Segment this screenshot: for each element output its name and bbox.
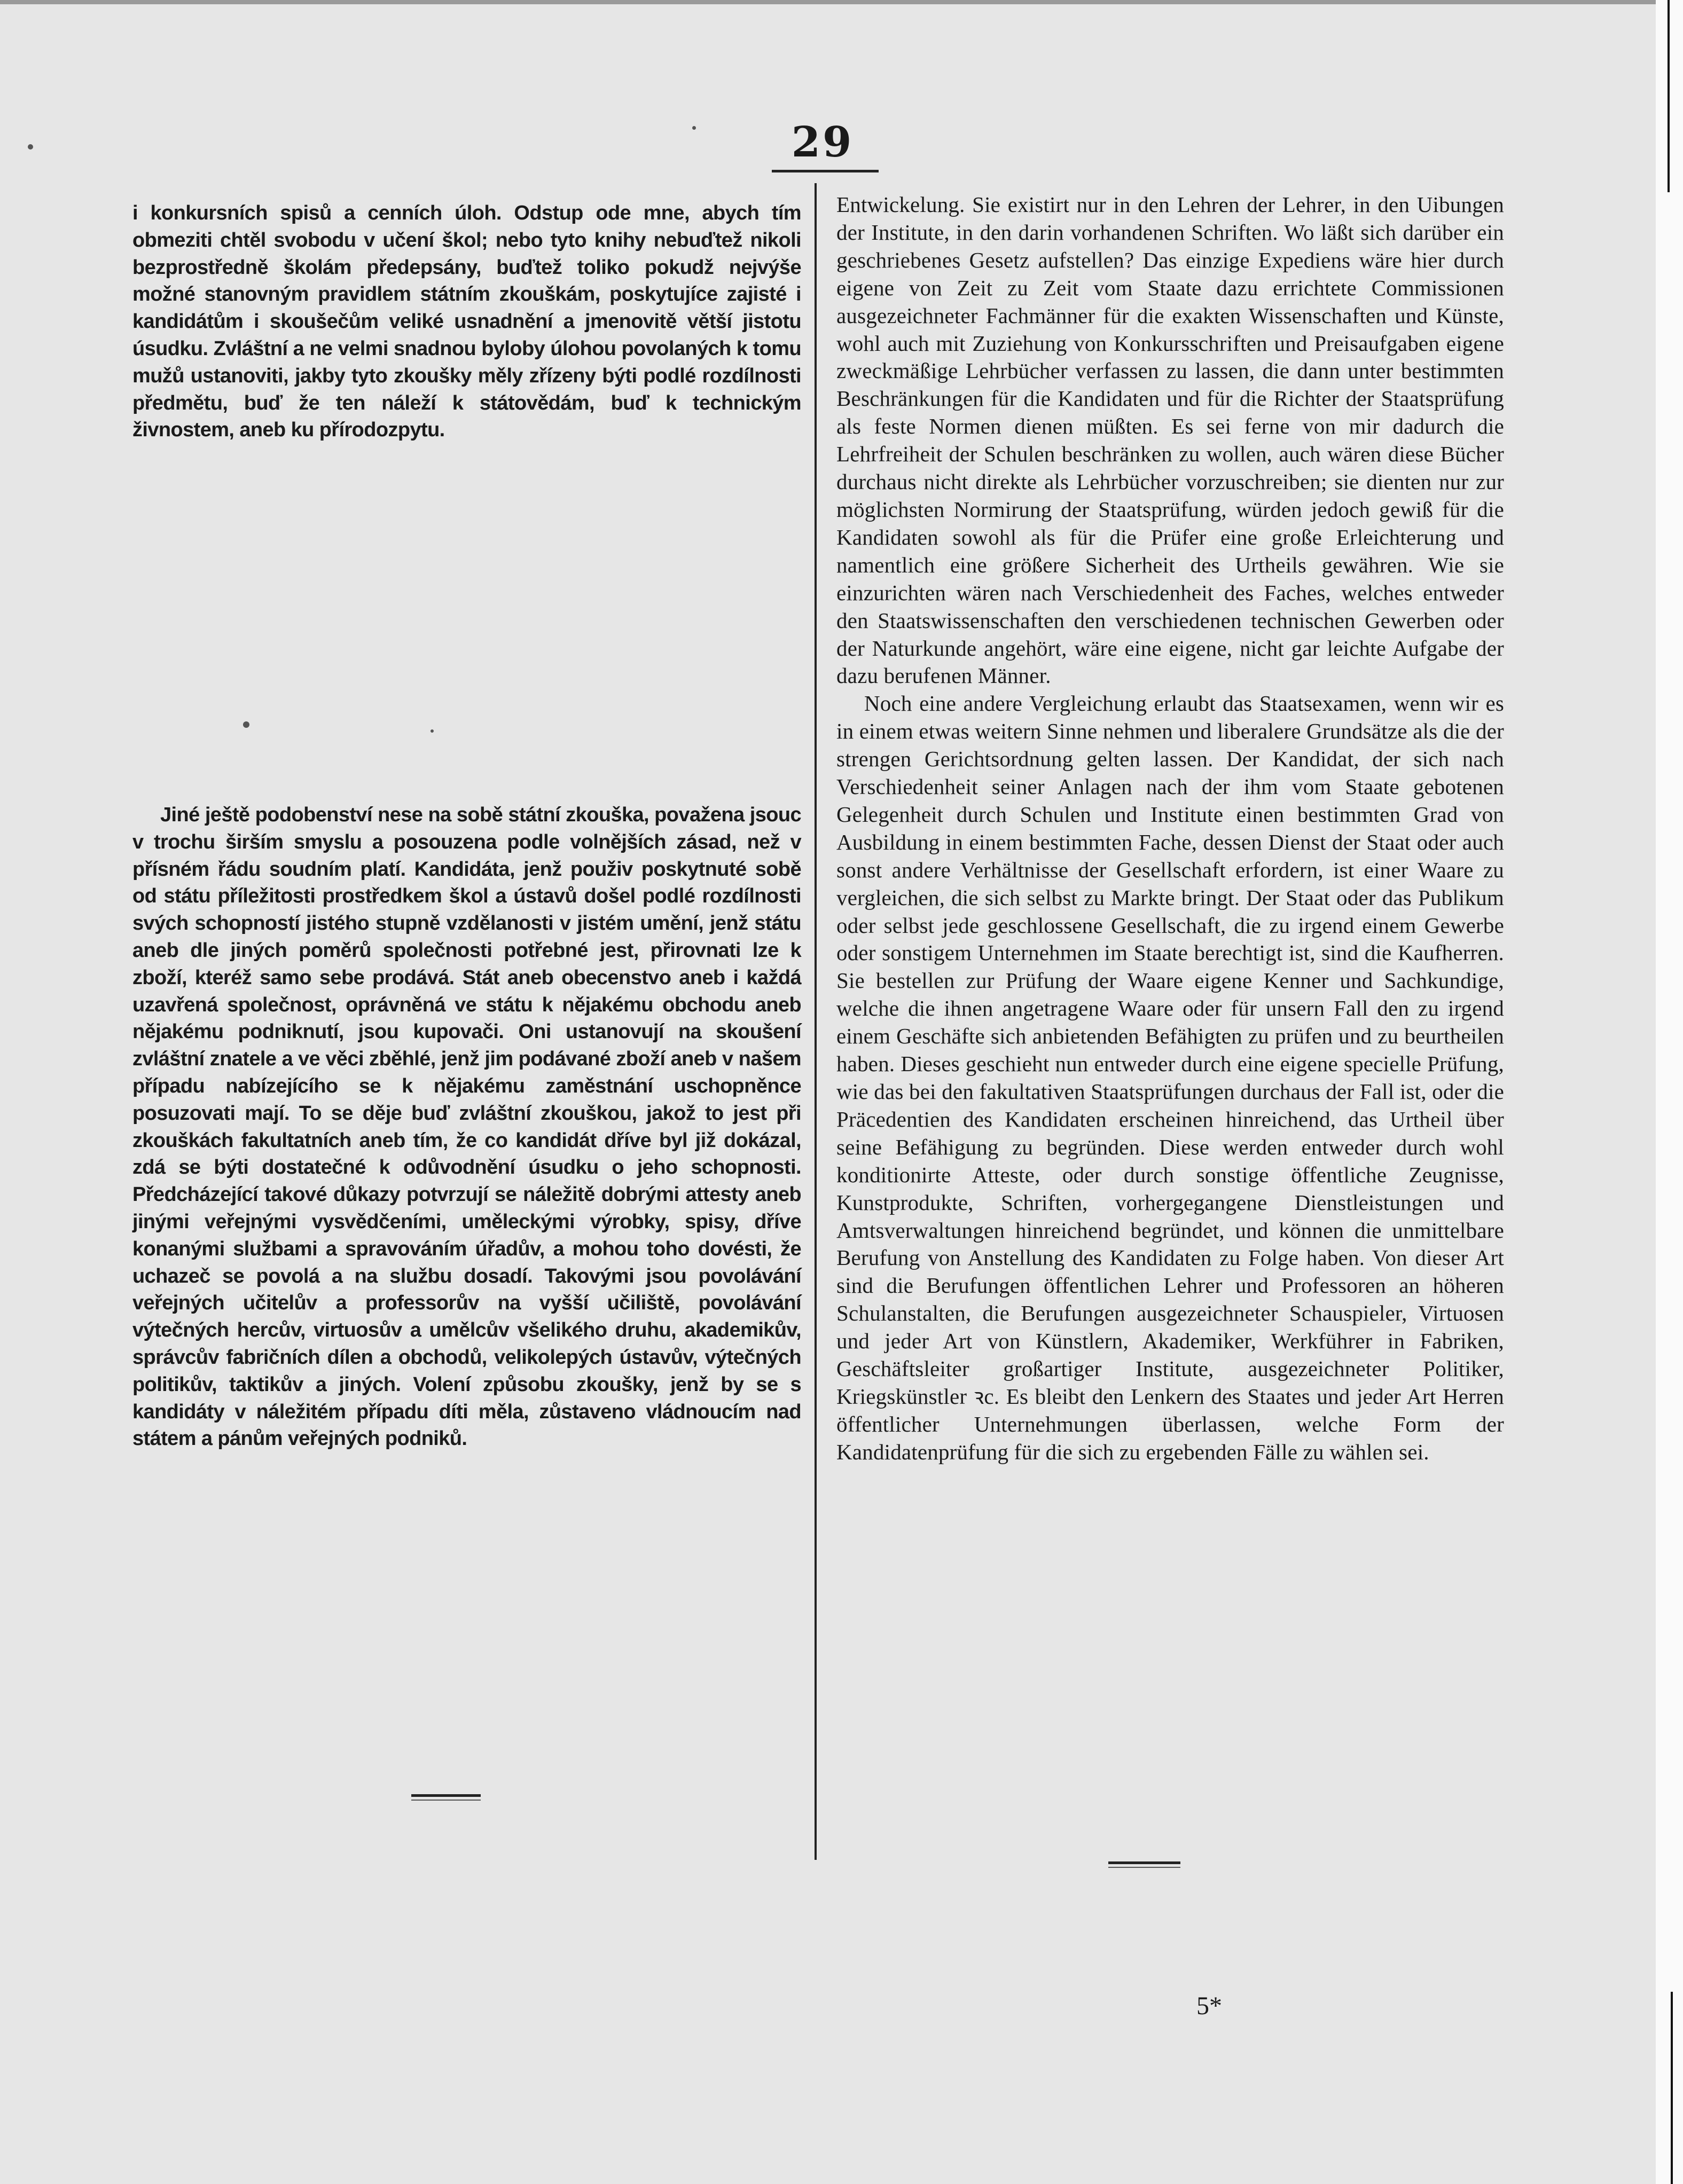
left-column-bottom xyxy=(132,802,801,1452)
scan-edge xyxy=(1656,0,1683,2184)
column-divider xyxy=(815,183,817,1860)
right-end-rule xyxy=(1108,1861,1180,1864)
left-paragraph-2: Jiné ještě podobenství nese na sobě státní zkouška, považena jsouc v trochu širším smyslu a posouzena podle volnějších zásad, než v přísném řádu soudním platí. Kandidáta, jenž použiv poskytnuté sobě od státu příležitosti prostředkem škol a ústavů došel podlé rozdílnosti svých schopností jistého stupně vzdělanosti v jistém umění, jenž státu aneb dle jiných poměrů společnosti potřebné jest, přirovnati lze k zboží, kteréž samo sebe prodává. Stát aneb obecenstvo aneb i každá uzavřená společnost, oprávněná ve státu k nějakému obchodu aneb nějakému podniknutí, jsou kupovači. Oni ustanovují na skoušení zvláštní znatele a ve věci zběhlé, jenž jim podávané zboží aneb v našem případu nabízejícího se k nějakému zaměstnání uschopněnce posuzovati mají. To se děje buď zvláštní zkouškou, jakož to jest při zkouškách fakultatních aneb tím, že co kandidát dříve byl již dokázal, zdá se býti dostatečné k odůvodnění úsudku o jeho schopnosti. Předcházející takové důkazy potvrzují se náležitě dobrými attesty aneb jinými veřejnými vysvědčeními, uměleckými výrobky, spisy, dříve konanými službami a spravováním úřadův, a mohou toho dovésti, že uchazeč se povolá a na službu dosadí. Takovými jsou povolávání veřejných učitelův a professorův na vyšší učiliště, povolávání výtečných hercův, virtuosův a umělcův všelikého druhu, akademikův, správcův fabričních dílen a obchodů, velikolepých ústavův, výtečných politikův, taktikův a jiných. Volení způsobu zkoušky, jenž by se s kandidáty v náležitém případu díti měla, zůstaveno vládnoucím nad státem a pánům veřejných podniků. xyxy=(132,804,801,1450)
left-column-top xyxy=(132,200,801,444)
page-number: 29 xyxy=(791,118,854,167)
right-paragraph-2: Noch eine andere Vergleichung erlaubt das Staatsexamen, wenn wir es in einem etwas weitern Sinne nehmen und liberalere Grundsätze als die der strengen Gerichtsordnung gelten lassen. Der Kandidat, der sich nach Verschiedenheit seiner Anlagen nach der ihm vom Staate gebotenen Gelegenheit durch Schulen und Institute einen bestimmten Grad von Ausbildung in einem bestimmten Fache, dessen Dienst der Staat oder auch sonst andere Verhältnisse der Gesellschaft erfordern, ist einer Waare zu vergleichen, die sich selbst zu Markte bringt. Der Staat oder das Publikum oder selbst jede geschlossene Gesellschaft, die zu irgend einem Gewerbe oder sonstigem Unternehmen im Staate berechtigt ist, sind die Kaufherren. Sie bestellen zur Prüfung der Waare eigene Kenner und Sachkundige, welche die ihnen angetragene Waare oder für unsern Fall den zu irgend einem Geschäfte sich anbietenden Befähigten zu prüfen und zu beurtheilen haben. Dieses geschieht nun entweder durch eine eigene specielle Prüfung, wie das bei den fakultativen Staatsprüfungen durchaus der Fall ist, oder die Präcedentien des Kandidaten erscheinen hinreichend, das Urtheil über seine Befähigung zu begründen. Diese werden entweder durch wohl konditionirte Atteste, oder durch sonstige öffentliche Zeugnisse, Kunstprodukte, Schriften, vorhergegangene Dienstleistungen und Amtsverwaltungen hinreichend begründet, und können die unmittelbare Berufung von Anstellung des Kandidaten zu Folge haben. Von dieser Art sind die Berufungen öffentlichen Lehrer und Professoren an höheren Schulanstalten, die Berufungen ausgezeichneter Schauspieler, Virtuosen und jeder Art von Künstlern, Akademiker, Werkführer in Fabriken, Geschäftsleiter großartiger Institute, ausgezeichneter Politiker, Kriegskünstler ꝛc. Es bleibt den Lenkern des Staates und jeder Art Herren öffentlicher Unternehmungen überlassen, welche Form der Kandidatenprüfung für die sich zu ergebenden Fälle zu wählen sei. xyxy=(836,691,1504,1464)
scan-speck xyxy=(430,729,434,733)
scan-speck xyxy=(243,721,249,728)
scan-speck xyxy=(692,126,696,130)
signature-mark: 5* xyxy=(1196,1992,1222,2020)
scan-edge-line-top xyxy=(1668,0,1670,192)
scan-speck xyxy=(28,144,33,150)
scan-edge-line-bottom xyxy=(1671,1992,1673,2184)
right-paragraph-1: Entwickelung. Sie existirt nur in den Lehren der Lehrer, in den Uibungen der Institute, in den darin vorhandenen Schriften. Wo läßt sich darüber ein geschriebenes Gesetz aufstellen? Das einzige Expediens wäre hier durch eigene von Zeit zu Zeit vom Staate dazu errichtete Commissionen ausgezeichneter Fachmänner für die exakten Wissenschaften und Künste, wohl auch mit Zuziehung von Konkursschriften und Preisaufgaben eigene zweckmäßige Lehrbücher verfassen zu lassen, die dann unter bestimmten Beschränkungen für die Kandidaten und für die Richter der Staatsprüfung als feste Normen dienen müßten. Es sei ferne von mir dadurch die Lehrfreiheit der Schulen beschränken zu wollen, auch wären diese Bücher durchaus nicht direkte als Lehrbücher vorzuschreiben; sie dienten nur zur möglichsten Normirung der Staatsprüfung, würden jedoch gewiß für die Kandidaten sowohl als für die Prüfer eine große Erleichterung und namentlich eine größere Sicherheit des Urtheils gewähren. Wie sie einzurichten wären nach Verschiedenheit des Faches, welches entweder den Staatswissenschaften den verschiedenen technischen Gewerben oder der Naturkunde angehört, wäre eine eigene, nicht gar leichte Aufgabe der dazu berufenen Männer. xyxy=(836,192,1504,688)
left-end-rule xyxy=(411,1794,481,1797)
right-column xyxy=(836,191,1504,1466)
page-number-underline xyxy=(772,170,879,172)
left-paragraph-1: i konkursních spisů a cenních úloh. Odstup ode mne, abych tím obmeziti chtěl svobodu v učení škol; nebo tyto knihy nebuďtež nikoli bezprostředně školám předepsány, buďtež toliko pokudž nejvýše možné stanovným pravidlem státním zkouškám, poskytujíce zajisté i kandidátům i skoušečům veliké usnadnění a jmenovitě větší jistotu úsudku. Zvláštní a ne velmi snadnou byloby úlohou povolaných k tomu mužů ustanoviti, jakby tyto zkoušky měly zřízeny býti podlé rozdílnosti předmětu, buď že ten náleží k státovědám, buď k technickým živnostem, aneb ku přírodozpytu. xyxy=(132,202,801,442)
